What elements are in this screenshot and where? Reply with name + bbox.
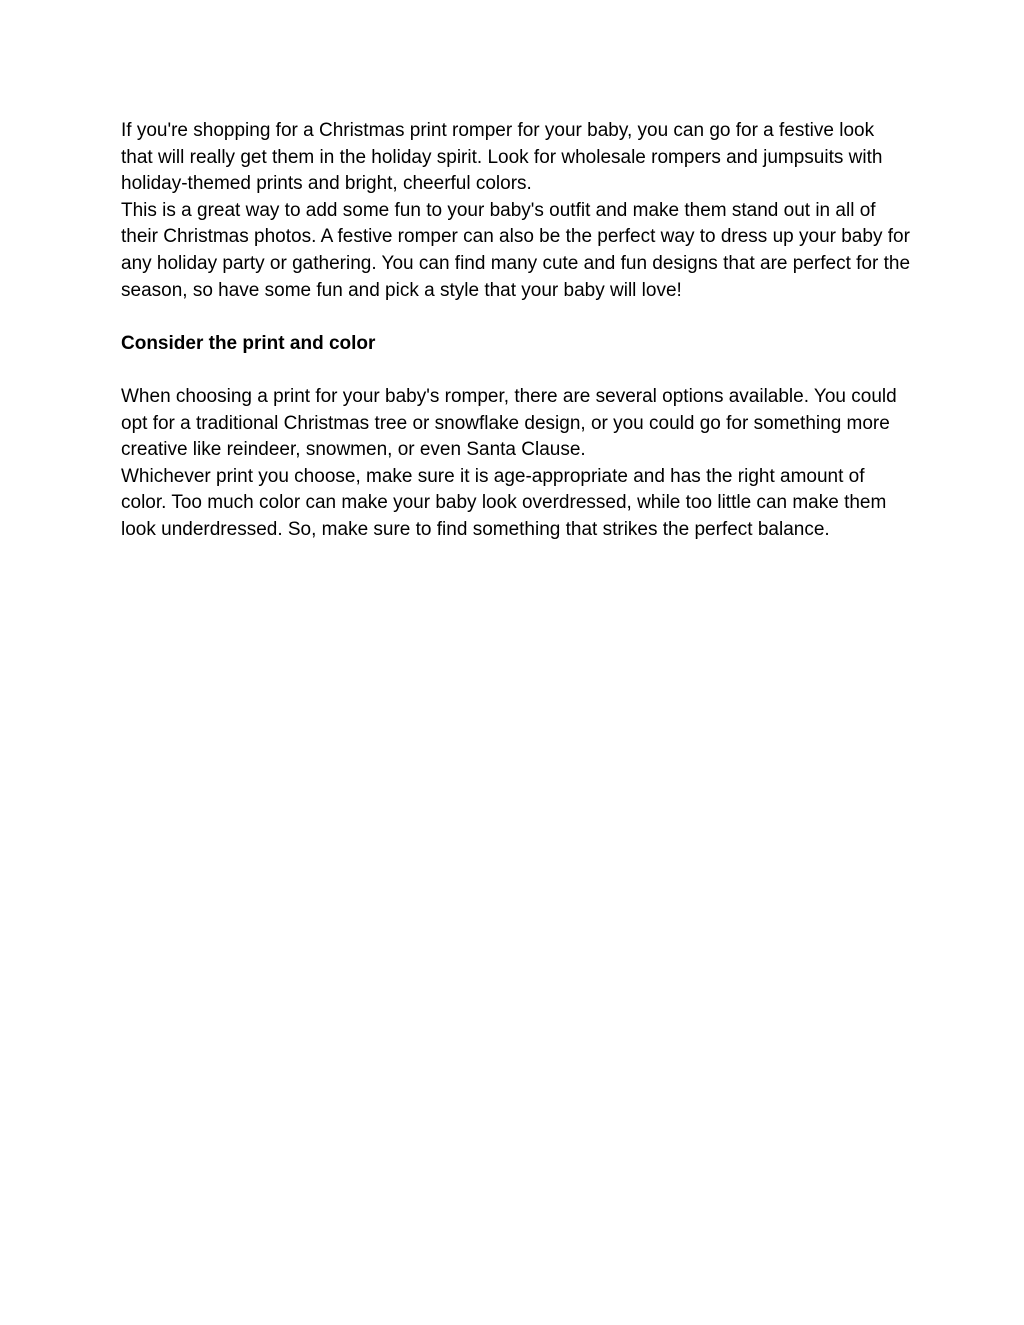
section-paragraph-1: When choosing a print for your baby's romper, there are several options available. You could opt for a traditional Christmas tree or snowflake design, or you could go for something more creative like reindeer, snowmen, or even Santa Clause. (121, 385, 897, 461)
intro-paragraph-2: This is a great way to add some fun to your baby's outfit and make them stand out in all of their Christmas photos. A festive romper can also be the perfect way to dress up your baby for any holiday party or gathering. You can find many cute and fun designs that are perfect for the season, so have some fun and pick a style that your baby will love! (121, 199, 911, 301)
intro-paragraph-1: If you're shopping for a Christmas print romper for your baby, you can go for a festive look that will really get them in the holiday spirit. Look for wholesale rompers and jumpsuits with holiday-themed prints and bright, cheerful colors. (121, 120, 883, 195)
paragraph-spacer (121, 304, 911, 331)
section-paragraph-2: Whichever print you choose, make sure it is age-appropriate and has the right amount of color. Too much color can make your baby look overdressed, while too little can make them look underdressed. So, make sure to find something that strikes the perfect balance. (121, 465, 887, 540)
document-page (121, 118, 911, 544)
section-heading: Consider the print and color (121, 332, 376, 354)
paragraph-spacer (121, 357, 911, 384)
